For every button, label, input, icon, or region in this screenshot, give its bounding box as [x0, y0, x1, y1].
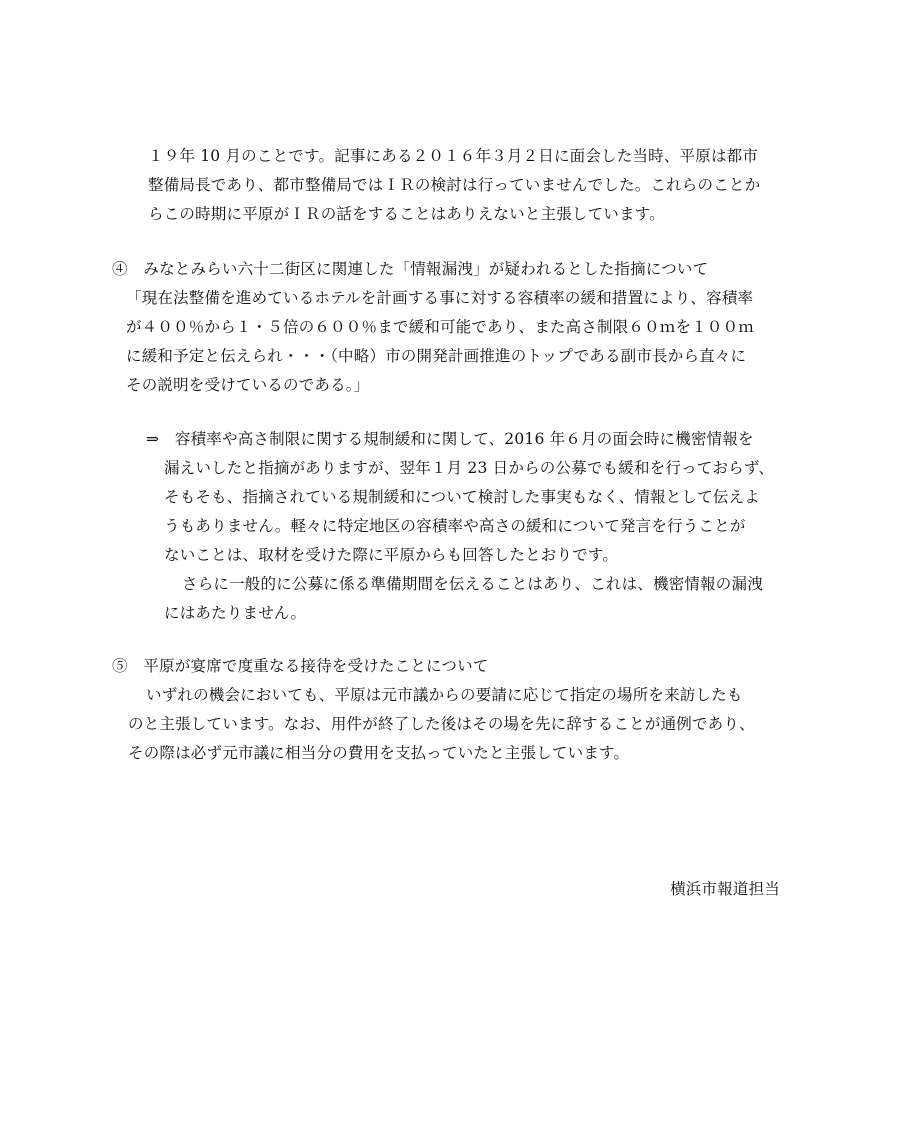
section4-heading: ④ みなとみらい六十二街区に関連した「情報漏洩」が疑われるとした指摘について — [112, 260, 709, 278]
section4-response-line: そもそも、指摘されている規制緩和について検討した事実もなく、情報として伝えよ — [164, 488, 760, 506]
section5-body-line: その際は必ず元市議に相当分の費用を支払っていたと主張しています。 — [128, 744, 630, 762]
intro-line: 整備局長であり、都市整備局ではＩＲの検討は行っていませんでした。これらのことか — [148, 176, 761, 194]
section4-quote-line: に緩和予定と伝えられ・・・（中略）市の開発計画推進のトップである副市長から直々に — [126, 347, 747, 365]
section5-body-line: いずれの機会においても、平原は元市議からの要請に応じて指定の場所を来訪したも — [146, 686, 743, 704]
section4-response-line: ないことは、取材を受けた際に平原からも回答したとおりです。 — [164, 546, 619, 564]
section4-quote-line: その説明を受けているのである。」 — [126, 376, 370, 394]
section4-response-line: ⇒ 容積率や高さ制限に関する規制緩和に関して、2016 年６月の面会時に機密情報を — [146, 430, 754, 448]
section5-body-line: のと主張しています。なお、用件が終了した後はその場を先に辞することが通例であり、 — [128, 715, 755, 733]
intro-line: １９年 10 月のことです。記事にある２０１６年３月２日に面会した当時、平原は都市 — [148, 147, 759, 165]
signature: 横浜市報道担当 — [670, 880, 780, 898]
section4-response-line: 漏えいしたと指摘がありますが、翌年１月 23 日からの公募でも緩和を行っておらず、 — [164, 459, 775, 477]
section4-quote-line: が４００％から１・５倍の６００％まで緩和可能であり、また高さ制限６０ｍを１００ｍ — [126, 318, 755, 336]
section4-response-line: にはあたりません。 — [164, 604, 307, 622]
section4-response-line: うもありません。軽々に特定地区の容積率や高さの緩和について発言を行うことが — [164, 517, 746, 535]
section4-response-line: さらに一般的に公募に係る準備期間を伝えることはあり、これは、機密情報の漏洩 — [182, 575, 763, 593]
section5-heading: ⑤ 平原が宴席で度重なる接待を受けたことについて — [112, 657, 489, 675]
intro-line: らこの時期に平原がＩＲの話をすることはありえないと主張しています。 — [148, 205, 665, 223]
section4-quote-line: 「現在法整備を進めているホテルを計画する事に対する容積率の緩和措置により、容積率 — [126, 289, 754, 307]
